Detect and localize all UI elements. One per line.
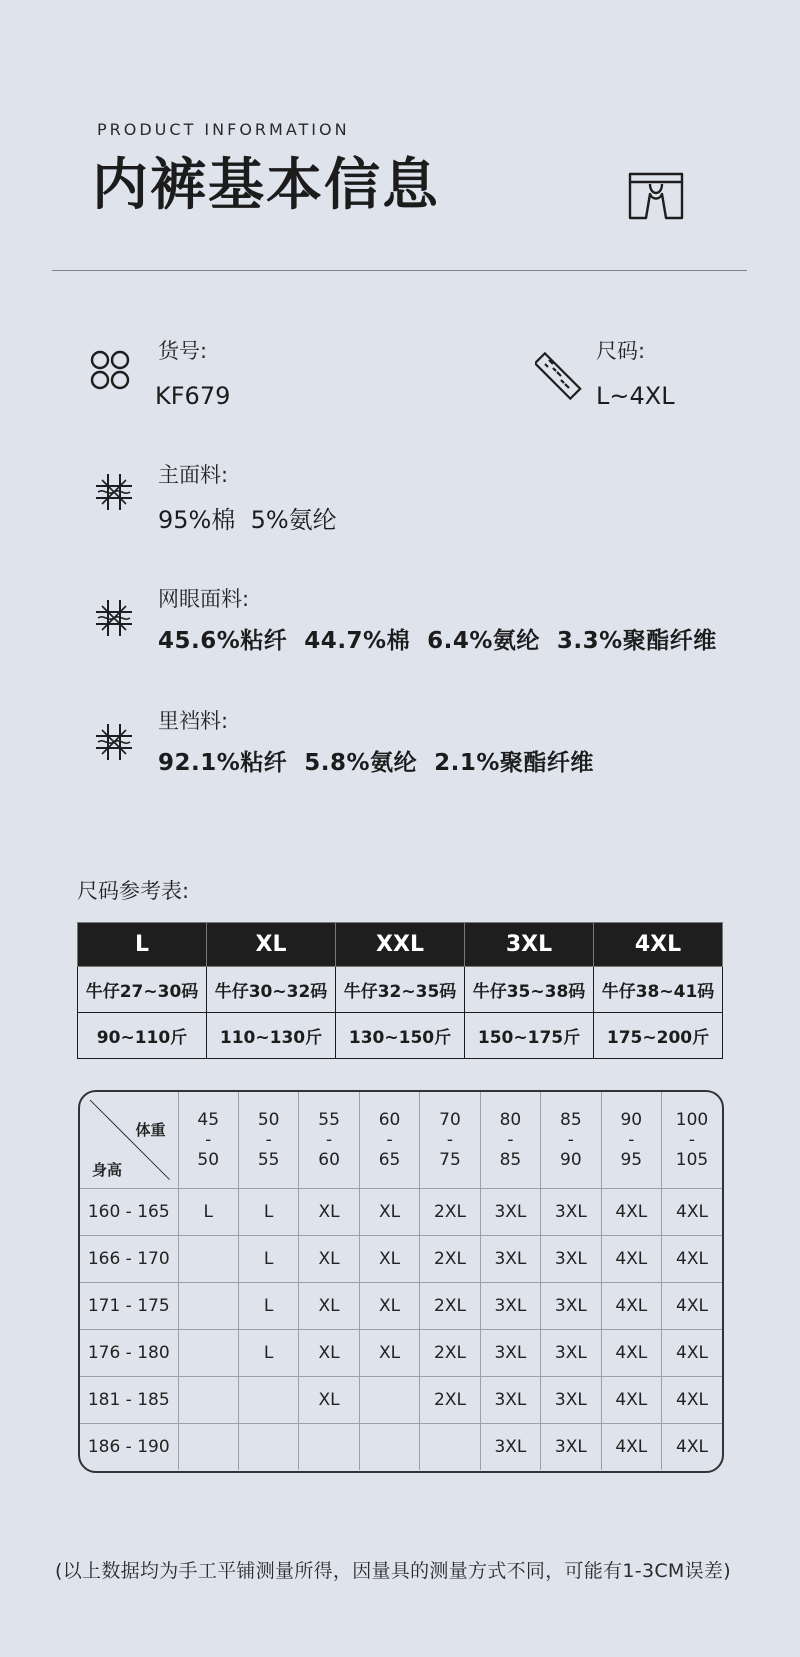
chart-corner-cell bbox=[80, 1092, 178, 1188]
size-result-cell bbox=[420, 1423, 480, 1470]
boxer-briefs-icon bbox=[626, 170, 686, 222]
weight-range-header bbox=[662, 1092, 723, 1188]
size-result-cell: XL bbox=[359, 1235, 419, 1282]
size-result-cell: 3XL bbox=[541, 1235, 601, 1282]
height-range-cell: 181 - 185 bbox=[80, 1376, 178, 1423]
size-result-cell: L bbox=[238, 1282, 298, 1329]
weight-range-header bbox=[420, 1092, 480, 1188]
weight-range-top: 70 bbox=[439, 1109, 461, 1130]
weight-range-bottom: 105 bbox=[675, 1149, 709, 1170]
size-result-cell: 4XL bbox=[662, 1376, 723, 1423]
size-result-cell bbox=[299, 1423, 359, 1470]
weight-range-top: 85 bbox=[560, 1109, 582, 1130]
weight-range-header bbox=[238, 1092, 298, 1188]
main-fabric-label: 主面料: bbox=[158, 463, 229, 487]
chart-row bbox=[80, 1235, 722, 1282]
weight-range-bottom: 95 bbox=[620, 1149, 643, 1170]
size-result-cell bbox=[178, 1235, 238, 1282]
weight-range-header bbox=[299, 1092, 359, 1188]
weight-range-sep: - bbox=[386, 1129, 393, 1150]
size-result-cell: 4XL bbox=[601, 1376, 661, 1423]
weight-range-header bbox=[541, 1092, 601, 1188]
chart-row bbox=[80, 1282, 722, 1329]
jeans-cell: 牛仔35~38码 bbox=[465, 967, 594, 1013]
weight-range-sep: - bbox=[326, 1129, 333, 1150]
size-reference-label: 尺码参考表: bbox=[77, 879, 190, 903]
size-result-cell: L bbox=[238, 1235, 298, 1282]
size-result-cell: 3XL bbox=[541, 1282, 601, 1329]
weight-range-bottom: 65 bbox=[378, 1149, 401, 1170]
page-title: 内裤基本信息 bbox=[92, 153, 440, 218]
fabric-weave-icon bbox=[94, 472, 134, 512]
size-result-cell bbox=[178, 1282, 238, 1329]
size-result-cell bbox=[359, 1376, 419, 1423]
size-result-cell: 4XL bbox=[601, 1329, 661, 1376]
weight-range-top: 50 bbox=[257, 1109, 280, 1130]
size-row bbox=[78, 923, 723, 967]
item-no-value: KF679 bbox=[155, 382, 231, 410]
jeans-row bbox=[78, 967, 723, 1013]
chart-row bbox=[80, 1188, 722, 1235]
size-result-cell: 3XL bbox=[480, 1423, 540, 1470]
height-range-cell: 186 - 190 bbox=[80, 1423, 178, 1470]
weight-range-header bbox=[359, 1092, 419, 1188]
mesh-fabric-value: 45.6%粘纤 44.7%棉 6.4%氨纶 3.3%聚酯纤维 bbox=[158, 628, 717, 654]
height-axis-label: 身高 bbox=[92, 1161, 123, 1179]
size-result-cell: 3XL bbox=[541, 1423, 601, 1470]
size-result-cell: 3XL bbox=[541, 1376, 601, 1423]
weight-range-bottom: 85 bbox=[499, 1149, 522, 1170]
size-result-cell: 4XL bbox=[662, 1235, 723, 1282]
size-cell: XXL bbox=[336, 923, 465, 967]
size-result-cell: 4XL bbox=[662, 1188, 723, 1235]
height-range-cell: 166 - 170 bbox=[80, 1235, 178, 1282]
size-result-cell: XL bbox=[359, 1188, 419, 1235]
height-range-cell: 160 - 165 bbox=[80, 1188, 178, 1235]
size-result-cell: XL bbox=[299, 1235, 359, 1282]
size-result-cell: 3XL bbox=[541, 1329, 601, 1376]
item-no-label: 货号: bbox=[158, 339, 208, 363]
height-weight-chart bbox=[78, 1090, 724, 1473]
size-result-cell: XL bbox=[299, 1329, 359, 1376]
weight-cell: 175~200斤 bbox=[594, 1013, 723, 1059]
chart-row bbox=[80, 1329, 722, 1376]
size-result-cell bbox=[238, 1376, 298, 1423]
lining-fabric-label: 里裆料: bbox=[158, 709, 229, 733]
size-cell: XL bbox=[207, 923, 336, 967]
weight-range-sep: - bbox=[205, 1129, 212, 1150]
weight-range-top: 80 bbox=[499, 1109, 522, 1130]
size-result-cell: 2XL bbox=[420, 1188, 480, 1235]
weight-range-top: 100 bbox=[675, 1109, 709, 1130]
jeans-cell: 牛仔38~41码 bbox=[594, 967, 723, 1013]
size-result-cell bbox=[178, 1423, 238, 1470]
size-result-cell: XL bbox=[359, 1282, 419, 1329]
weight-range-sep: - bbox=[567, 1129, 574, 1150]
chart-row bbox=[80, 1423, 722, 1470]
weight-row bbox=[78, 1013, 723, 1059]
four-leaf-icon bbox=[88, 348, 132, 392]
weight-range-bottom: 55 bbox=[257, 1149, 280, 1170]
weight-range-header bbox=[601, 1092, 661, 1188]
size-result-cell: XL bbox=[359, 1329, 419, 1376]
weight-axis-label: 体重 bbox=[135, 1121, 166, 1139]
fabric-weave-icon bbox=[94, 598, 134, 638]
size-result-cell: 4XL bbox=[601, 1235, 661, 1282]
size-result-cell bbox=[238, 1423, 298, 1470]
size-result-cell: XL bbox=[299, 1376, 359, 1423]
height-weight-table bbox=[80, 1092, 722, 1470]
size-result-cell: L bbox=[178, 1188, 238, 1235]
size-value: L~4XL bbox=[596, 382, 675, 410]
weight-cell: 130~150斤 bbox=[336, 1013, 465, 1059]
size-result-cell: 3XL bbox=[480, 1188, 540, 1235]
jeans-cell: 牛仔30~32码 bbox=[207, 967, 336, 1013]
measurement-footnote: (以上数据均为手工平铺测量所得，因量具的测量方式不同，可能有1-3CM误差) bbox=[55, 1560, 731, 1582]
size-result-cell: 3XL bbox=[480, 1235, 540, 1282]
jeans-cell: 牛仔32~35码 bbox=[336, 967, 465, 1013]
weight-cell: 90~110斤 bbox=[78, 1013, 207, 1059]
weight-cell: 150~175斤 bbox=[465, 1013, 594, 1059]
size-result-cell: 4XL bbox=[601, 1282, 661, 1329]
fabric-weave-icon bbox=[94, 722, 134, 762]
size-result-cell: 3XL bbox=[541, 1188, 601, 1235]
size-cell: L bbox=[78, 923, 207, 967]
size-result-cell: XL bbox=[299, 1282, 359, 1329]
size-result-cell: L bbox=[238, 1188, 298, 1235]
weight-cell: 110~130斤 bbox=[207, 1013, 336, 1059]
weight-range-top: 55 bbox=[318, 1109, 340, 1130]
weight-range-bottom: 60 bbox=[318, 1149, 340, 1170]
weight-range-sep: - bbox=[688, 1129, 696, 1150]
size-result-cell: 4XL bbox=[601, 1423, 661, 1470]
mesh-fabric-label: 网眼面料: bbox=[158, 587, 250, 611]
size-label: 尺码: bbox=[596, 339, 646, 363]
size-result-cell: 4XL bbox=[662, 1282, 723, 1329]
size-result-cell bbox=[178, 1376, 238, 1423]
weight-range-bottom: 50 bbox=[197, 1149, 220, 1170]
size-result-cell: 4XL bbox=[601, 1188, 661, 1235]
size-result-cell: 3XL bbox=[480, 1329, 540, 1376]
ruler-icon bbox=[535, 352, 583, 400]
size-result-cell bbox=[178, 1329, 238, 1376]
weight-range-top: 90 bbox=[620, 1109, 643, 1130]
weight-range-top: 60 bbox=[378, 1109, 401, 1130]
size-result-cell: 2XL bbox=[420, 1329, 480, 1376]
size-result-cell: XL bbox=[299, 1188, 359, 1235]
size-result-cell: L bbox=[238, 1329, 298, 1376]
lining-fabric-value: 92.1%粘纤 5.8%氨纶 2.1%聚酯纤维 bbox=[158, 750, 594, 776]
size-cell: 3XL bbox=[465, 923, 594, 967]
weight-range-bottom: 75 bbox=[439, 1149, 461, 1170]
weight-range-bottom: 90 bbox=[560, 1149, 582, 1170]
eyebrow-text: PRODUCT INFORMATION bbox=[97, 120, 350, 139]
size-result-cell: 2XL bbox=[420, 1282, 480, 1329]
height-range-cell: 176 - 180 bbox=[80, 1329, 178, 1376]
weight-range-sep: - bbox=[265, 1129, 272, 1150]
main-fabric-value: 95%棉 5%氨纶 bbox=[158, 506, 337, 534]
size-result-cell: 3XL bbox=[480, 1282, 540, 1329]
size-result-cell: 3XL bbox=[480, 1376, 540, 1423]
chart-row bbox=[80, 1376, 722, 1423]
size-result-cell: 2XL bbox=[420, 1235, 480, 1282]
weight-range-header bbox=[480, 1092, 540, 1188]
weight-range-sep: - bbox=[628, 1129, 635, 1150]
size-result-cell: 4XL bbox=[662, 1423, 723, 1470]
chart-header-row bbox=[80, 1092, 722, 1188]
weight-range-sep: - bbox=[446, 1129, 454, 1150]
weight-range-header bbox=[178, 1092, 238, 1188]
weight-range-top: 45 bbox=[197, 1109, 220, 1130]
size-result-cell bbox=[359, 1423, 419, 1470]
size-result-cell: 4XL bbox=[662, 1329, 723, 1376]
height-range-cell: 171 - 175 bbox=[80, 1282, 178, 1329]
jeans-cell: 牛仔27~30码 bbox=[78, 967, 207, 1013]
header-divider bbox=[52, 270, 747, 271]
size-cell: 4XL bbox=[594, 923, 723, 967]
size-result-cell: 2XL bbox=[420, 1376, 480, 1423]
weight-range-sep: - bbox=[507, 1129, 514, 1150]
size-reference-table bbox=[77, 922, 723, 1059]
